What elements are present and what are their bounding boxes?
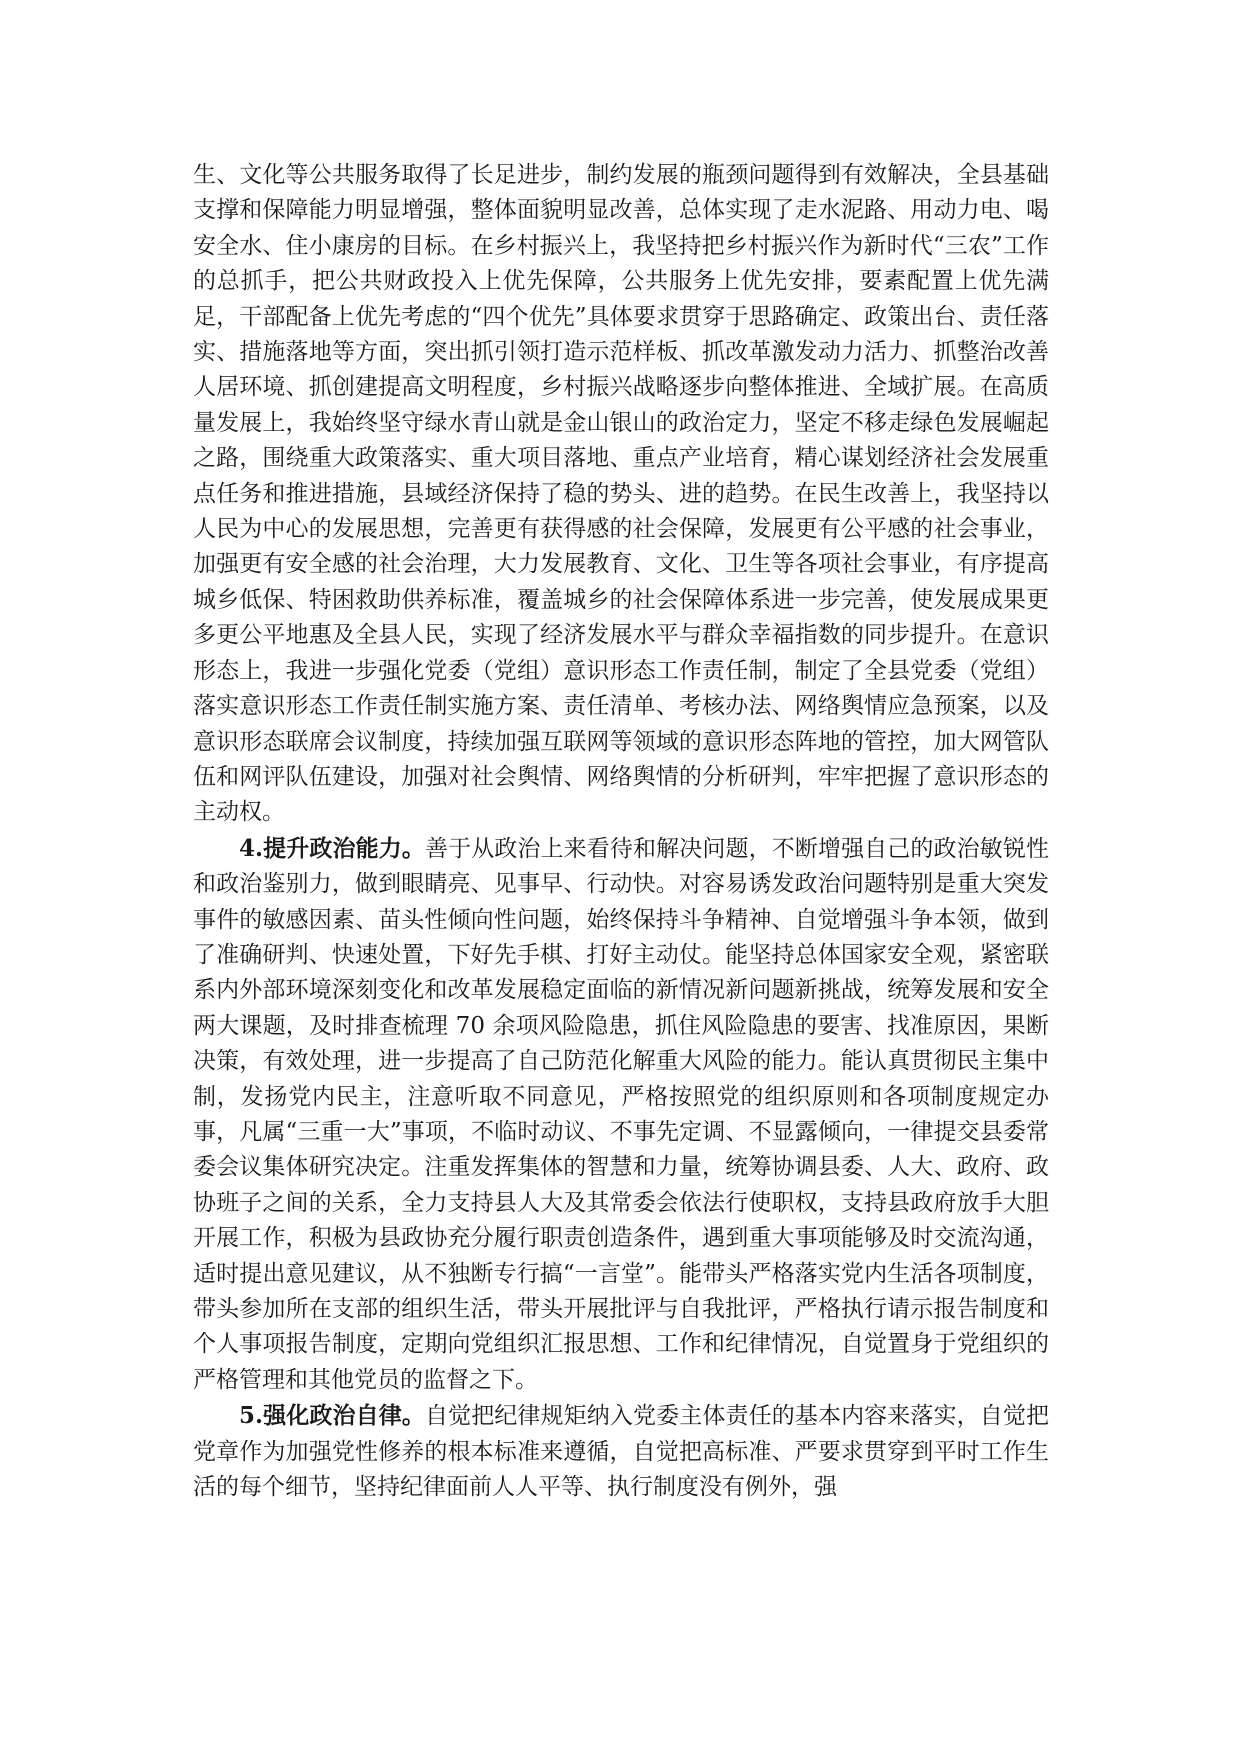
- paragraph-continuation: 生、文化等公共服务取得了长足进步，制约发展的瓶颈问题得到有效解决，全县基础支撑和保障能力明显增强，整体面貌明显改善，总体实现了走水泥路、用动力电、喝安全水、住小康房的目标。在乡村振兴上，我坚持把乡村振兴作为新时代“三农”工作的总抓手，把公共财政投入上优先保障，公共服务上优先安排，要素配置上优先满足，干部配备上优先考虑的“四个优先”具体要求贯穿于思路确定、政策出台、责任落实、措施落地等方面，突出抓引领打造示范样板、抓改革激发动力活力、抓整治改善人居环境、抓创建提高文明程度，乡村振兴战略逐步向整体推进、全域扩展。在高质量发展上，我始终坚守绿水青山就是金山银山的政治定力，坚定不移走绿色发展崛起之路，围绕重大政策落实、重大项目落地、重点产业培育，精心谋划经济社会发展重点任务和推进措施，县域经济保持了稳的势头、进的趋势。在民生改善上，我坚持以人民为中心的发展思想，完善更有获得感的社会保障，发展更有公平感的社会事业，加强更有安全感的社会治理，大力发展教育、文化、卫生等各项社会事业，有序提高城乡低保、特困救助供养标准，覆盖城乡的社会保障体系进一步完善，使发展成果更多更公平地惠及全县人民，实现了经济发展水平与群众幸福指数的同步提升。在意识形态上，我进一步强化党委（党组）意识形态工作责任制，制定了全县党委（党组）落实意识形态工作责任制实施方案、责任清单、考核办法、网络舆情应急预案，以及意识形态联席会议制度，持续加强互联网等领域的意识形态阵地的管控，加大网管队伍和网评队伍建设，加强对社会舆情、网络舆情的分析研判，牢牢把握了意识形态的主动权。: [193, 162, 1049, 826]
- section-5-number: 5.: [239, 1402, 264, 1430]
- section-5-body: 自觉把纪律规矩纳入党委主体责任的基本内容来落实，自觉把党章作为加强党性修养的根本标准来遵循，自觉把高标准、严要求贯穿到平时工作生活的每个细节，坚持纪律面前人人平等、执行制度没有例外，强: [193, 1403, 1049, 1501]
- section-5-paragraph: [193, 1398, 1049, 1505]
- section-4-number: 4.: [239, 834, 264, 862]
- section-5-heading: 强化政治自律。: [263, 1402, 425, 1430]
- section-4-heading: 提升政治能力。: [263, 834, 425, 862]
- section-4-body: 善于从政治上来看待和解决问题，不断增强自己的政治敏锐性和政治鉴别力，做到眼睛亮、见事早、行动快。对容易诱发政治问题特别是重大突发事件的敏感因素、苗头性倾向性问题，始终保持斗争精神、自觉增强斗争本领，做到了准确研判、快速处置，下好先手棋、打好主动仗。能坚持总体国家安全观，紧密联系内外部环境深刻变化和改革发展稳定面临的新情况新问题新挑战，统筹发展和安全两大课题，及时排查梳理 70 余项风险隐患，抓住风险隐患的要害、找准原因，果断决策，有效处理，进一步提高了自己防范化解重大风险的能力。能认真贯彻民主集中制，发扬党内民主，注意听取不同意见，严格按照党的组织原则和各项制度规定办事，凡属“三重一大”事项，不临时动议、不事先定调、不显露倾向，一律提交县委常委会议集体研究决定。注重发挥集体的智慧和力量，统筹协调县委、人大、政府、政协班子之间的关系，全力支持县人大及其常委会依法行使职权，支持县政府放手大胆开展工作，积极为县政协充分履行职责创造条件，遇到重大事项能够及时交流沟通，适时提出意见建议，从不独断专行搞“一言堂”。能带头严格落实党内生活各项制度，带头参加所在支部的组织生活，带头开展批评与自我批评，严格执行请示报告制度和个人事项报告制度，定期向党组织汇报思想、工作和纪律情况，自觉置身于党组织的严格管理和其他党员的监督之下。: [193, 835, 1049, 1393]
- document-page: [193, 158, 1049, 1505]
- section-4-paragraph: [193, 831, 1049, 1399]
